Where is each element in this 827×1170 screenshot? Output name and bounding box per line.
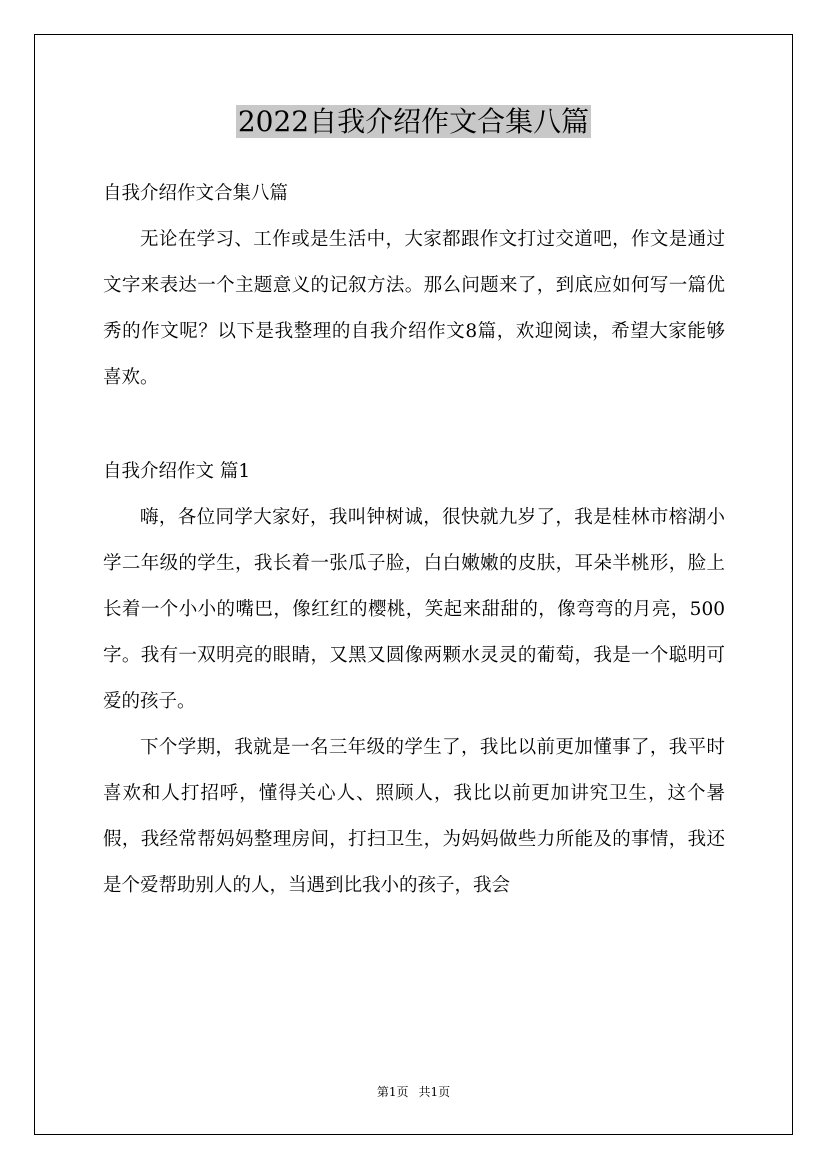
body-paragraph: 下个学期，我就是一名三年级的学生了，我比以前更加懂事了，我平时喜欢和人打招呼，懂得关心人、照顾人，我比以前更加讲究卫生，这个暑假，我经常帮妈妈整理房间，打扫卫生，为妈妈做些力所能及的事情，我还是个爱帮助别人的人，当遇到比我小的孩子，我会 <box>103 737 725 896</box>
document-subtitle: 自我介绍作文合集八篇 <box>103 183 289 204</box>
document-title-text: 2022自我介绍作文合集八篇 <box>237 105 590 138</box>
page-footer <box>0 1082 827 1102</box>
page-number-current: 第1页 <box>376 1085 409 1099</box>
document-body <box>103 171 725 909</box>
intro-paragraph: 无论在学习、工作或是生活中，大家都跟作文打过交道吧，作文是通过文字来表达一个主题意义的记叙方法。那么问题来了，到底应如何写一篇优秀的作文呢？以下是我整理的自我介绍作文8篇，欢迎阅读，希望大家能够喜欢。 <box>103 229 725 388</box>
document-title <box>0 100 827 144</box>
section-heading: 自我介绍作文 篇1 <box>103 461 251 482</box>
section-spacer <box>103 401 725 449</box>
body-paragraph: 嗨，各位同学大家好，我叫钟树诚，很快就九岁了，我是桂林市榕湖小学二年级的学生，我长着一张瓜子脸，白白嫩嫩的皮肤，耳朵半桃形，脸上长着一个小小的嘴巴，像红红的樱桃，笑起来甜甜的，像弯弯的月亮，500字。我有一双明亮的眼睛，又黑又圆像两颗水灵灵的葡萄，我是一个聪明可爱的孩子。 <box>103 507 725 712</box>
page-number-total: 共1页 <box>418 1085 451 1099</box>
